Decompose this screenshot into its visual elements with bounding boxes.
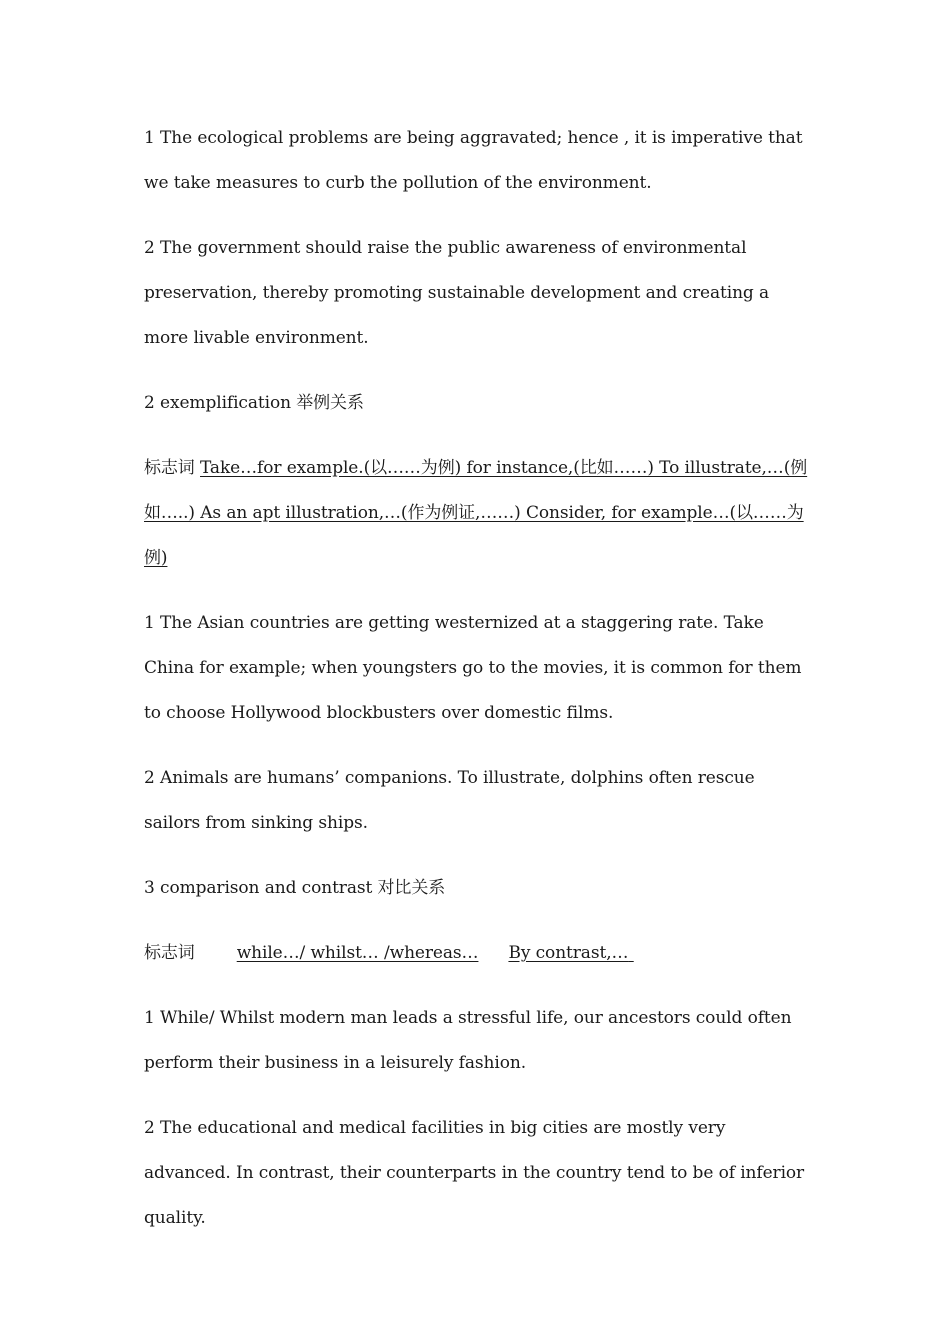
document-body xyxy=(144,116,812,1261)
exemplification-example-2: 2 Animals are humans’ companions. To illustrate, dolphins often rescue sailors from sinking ships. xyxy=(144,768,755,833)
comparison-example-1: 1 While/ Whilst modern man leads a stressful life, our ancestors could often perform their business in a leisurely fashion. xyxy=(144,1008,792,1073)
example-sentence-2: 2 The government should raise the public awareness of environmental preservation, thereby promoting sustainable development and creating a more livable environment. xyxy=(144,238,770,348)
marker-label: 标志词 xyxy=(144,458,195,478)
marker-label: 标志词 xyxy=(144,943,195,963)
section-heading-exemplification: 2 exemplification 举例关系 xyxy=(144,393,364,413)
marker-words-exemplification xyxy=(144,446,812,581)
marker-while: while…/ whilst… /whereas… By contrast,… xyxy=(236,943,629,963)
marker-words-comparison xyxy=(144,931,812,976)
exemplification-example-1: 1 The Asian countries are getting westernized at a staggering rate. Take China for example; when youngsters go to the movies, it is common for them to choose Hollywood blockbusters over domestic films. xyxy=(144,613,802,723)
section-heading-comparison: 3 comparison and contrast 对比关系 xyxy=(144,878,446,898)
example-sentence-1: 1 The ecological problems are being aggravated; hence , it is imperative that we take measures to curb the pollution of the environment. xyxy=(144,128,803,193)
marker-list: Take…for example.(以……为例) for instance,(比如……) To illustrate,…(例如…..) As an apt illustration,…(作为例证,……) Consider, for example…(以……为例) xyxy=(144,458,808,568)
comparison-example-2: 2 The educational and medical facilities in big cities are mostly very advanced. In contrast, their counterparts in the country tend to be of inferior quality. xyxy=(144,1118,805,1228)
